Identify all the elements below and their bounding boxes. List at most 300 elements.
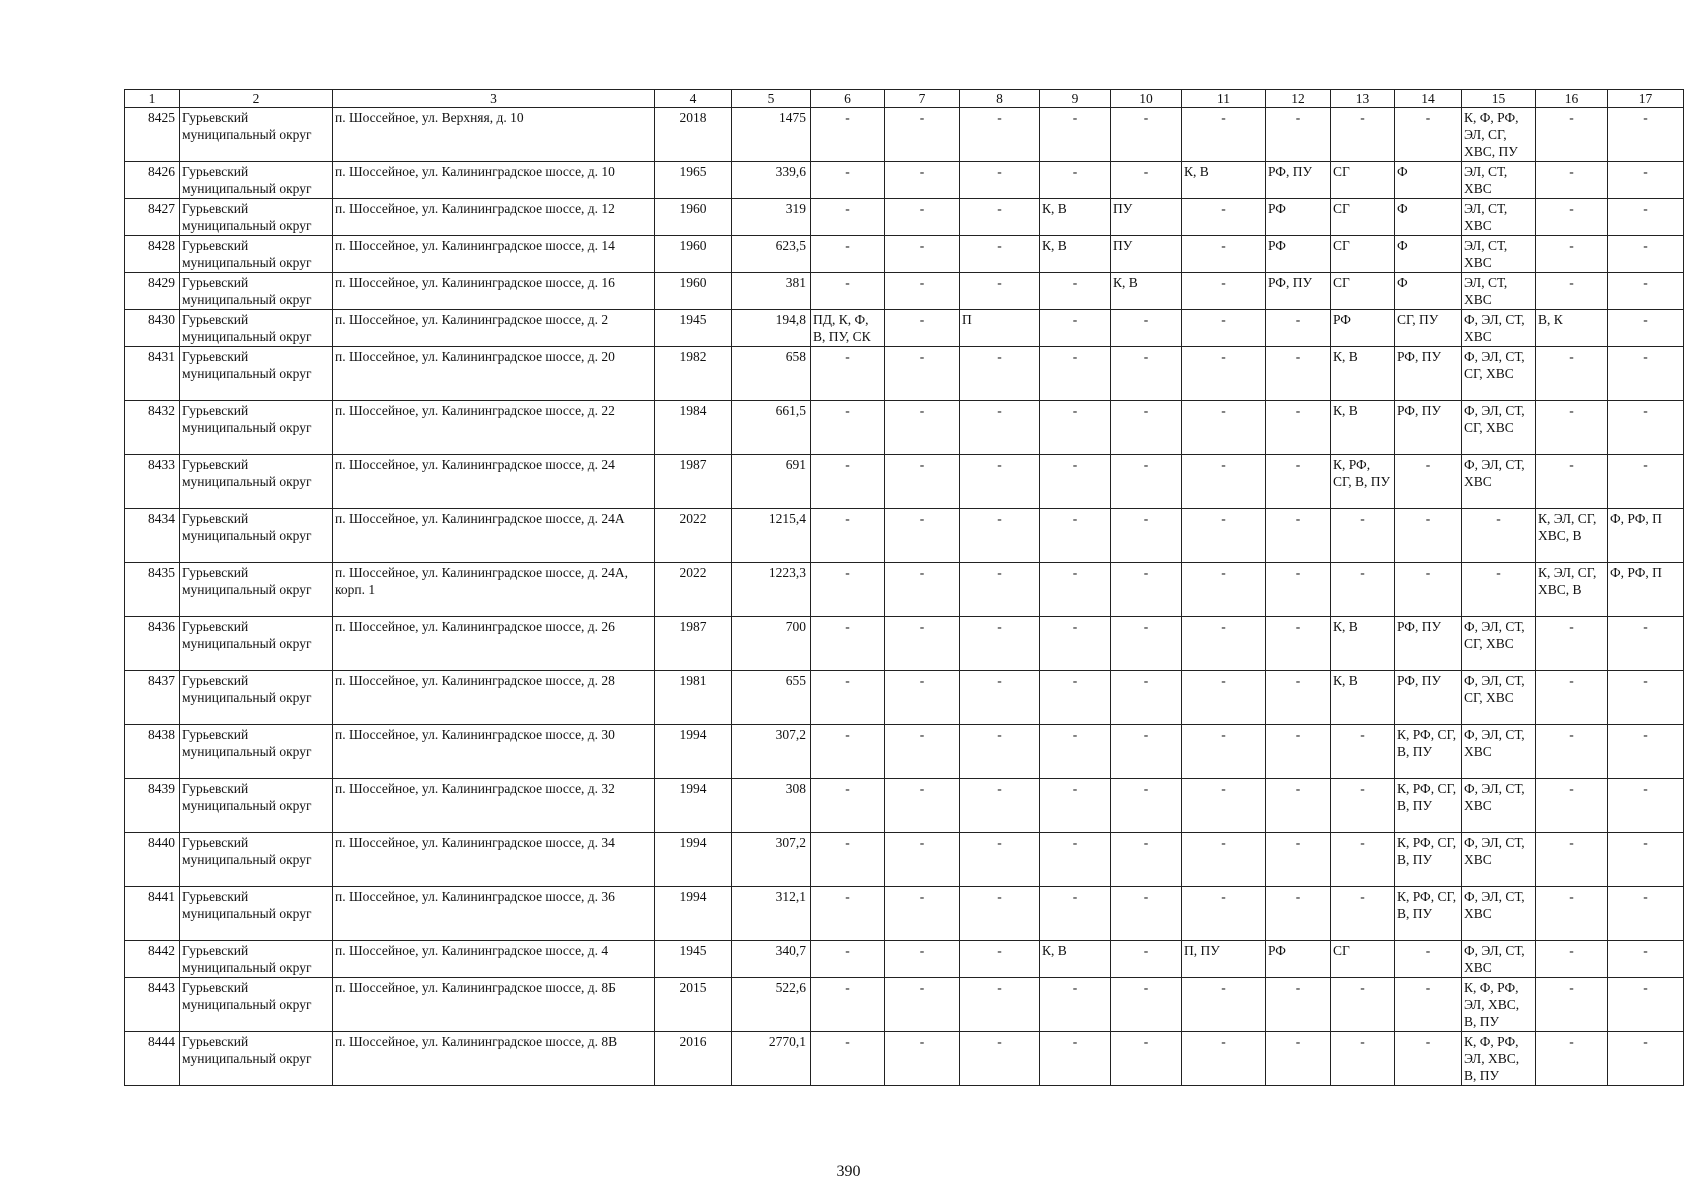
table-cell-col-10: - — [1111, 310, 1182, 347]
table-cell-col-7: - — [885, 273, 960, 310]
table-cell-col-4: 2015 — [655, 978, 732, 1032]
table-cell-col-4: 1994 — [655, 779, 732, 833]
table-cell-col-12: - — [1266, 725, 1331, 779]
table-cell-col-16: - — [1536, 941, 1608, 978]
table-cell-col-8: - — [960, 199, 1040, 236]
table-row — [125, 401, 1684, 455]
table-cell-col-2: Гурьевский муниципальный округ — [180, 941, 333, 978]
table-cell-col-16: - — [1536, 455, 1608, 509]
table-cell-col-5: 194,8 — [732, 310, 811, 347]
table-cell-col-13: - — [1331, 1032, 1395, 1086]
table-cell-col-7: - — [885, 509, 960, 563]
column-header-16: 16 — [1536, 90, 1608, 108]
table-cell-col-8: - — [960, 833, 1040, 887]
table-cell-col-3: п. Шоссейное, ул. Калининградское шоссе, д. 30 — [333, 725, 655, 779]
table-cell-col-5: 1475 — [732, 108, 811, 162]
table-cell-col-4: 1960 — [655, 236, 732, 273]
table-cell-col-10: - — [1111, 779, 1182, 833]
table-cell-col-5: 340,7 — [732, 941, 811, 978]
table-cell-col-17: - — [1608, 273, 1684, 310]
table-cell-col-2: Гурьевский муниципальный округ — [180, 887, 333, 941]
table-row — [125, 108, 1684, 162]
table-cell-col-4: 1960 — [655, 199, 732, 236]
table-cell-col-15: - — [1462, 563, 1536, 617]
table-cell-col-15: Ф, ЭЛ, СТ, ХВС — [1462, 779, 1536, 833]
table-cell-col-5: 522,6 — [732, 978, 811, 1032]
table-cell-col-1: 8425 — [125, 108, 180, 162]
table-cell-col-6: - — [811, 236, 885, 273]
table-cell-col-12: РФ, ПУ — [1266, 162, 1331, 199]
table-cell-col-1: 8443 — [125, 978, 180, 1032]
column-header-15: 15 — [1462, 90, 1536, 108]
table-cell-col-7: - — [885, 455, 960, 509]
table-cell-col-7: - — [885, 887, 960, 941]
table-cell-col-8: - — [960, 779, 1040, 833]
table-cell-col-11: - — [1182, 236, 1266, 273]
table-cell-col-15: К, Ф, РФ, ЭЛ, ХВС, В, ПУ — [1462, 1032, 1536, 1086]
table-cell-col-13: К, В — [1331, 401, 1395, 455]
table-cell-col-1: 8438 — [125, 725, 180, 779]
column-header-5: 5 — [732, 90, 811, 108]
table-row — [125, 978, 1684, 1032]
table-row — [125, 162, 1684, 199]
table-cell-col-5: 2770,1 — [732, 1032, 811, 1086]
table-cell-col-11: - — [1182, 509, 1266, 563]
table-cell-col-12: - — [1266, 310, 1331, 347]
table-cell-col-14: - — [1395, 455, 1462, 509]
table-cell-col-3: п. Шоссейное, ул. Калининградское шоссе, д. 24А, корп. 1 — [333, 563, 655, 617]
table-cell-col-14: - — [1395, 1032, 1462, 1086]
table-cell-col-6: ПД, К, Ф, В, ПУ, СК — [811, 310, 885, 347]
table-cell-col-15: Ф, ЭЛ, СТ, СГ, ХВС — [1462, 401, 1536, 455]
table-cell-col-10: - — [1111, 941, 1182, 978]
table-cell-col-7: - — [885, 563, 960, 617]
table-cell-col-11: - — [1182, 347, 1266, 401]
table-cell-col-10: - — [1111, 725, 1182, 779]
table-row — [125, 725, 1684, 779]
table-cell-col-12: - — [1266, 1032, 1331, 1086]
table-cell-col-1: 8434 — [125, 509, 180, 563]
table-cell-col-15: Ф, ЭЛ, СТ, СГ, ХВС — [1462, 617, 1536, 671]
table-cell-col-14: Ф — [1395, 236, 1462, 273]
table-cell-col-9: - — [1040, 455, 1111, 509]
page-number: 390 — [836, 1163, 861, 1180]
column-header-12: 12 — [1266, 90, 1331, 108]
table-cell-col-15: К, Ф, РФ, ЭЛ, ХВС, В, ПУ — [1462, 978, 1536, 1032]
table-cell-col-9: - — [1040, 833, 1111, 887]
table-cell-col-14: РФ, ПУ — [1395, 401, 1462, 455]
table-cell-col-15: Ф, ЭЛ, СТ, ХВС — [1462, 887, 1536, 941]
table-cell-col-8: - — [960, 162, 1040, 199]
table-row — [125, 1032, 1684, 1086]
table-cell-col-4: 1994 — [655, 725, 732, 779]
table-cell-col-12: - — [1266, 779, 1331, 833]
table-cell-col-8: П — [960, 310, 1040, 347]
table-cell-col-16: - — [1536, 833, 1608, 887]
table-row — [125, 509, 1684, 563]
table-cell-col-3: п. Шоссейное, ул. Калининградское шоссе, д. 14 — [333, 236, 655, 273]
table-cell-col-9: К, В — [1040, 941, 1111, 978]
table-cell-col-17: - — [1608, 617, 1684, 671]
table-cell-col-7: - — [885, 725, 960, 779]
table-cell-col-16: - — [1536, 887, 1608, 941]
table-cell-col-5: 700 — [732, 617, 811, 671]
table-cell-col-6: - — [811, 347, 885, 401]
table-cell-col-15: Ф, ЭЛ, СТ, ХВС — [1462, 310, 1536, 347]
table-body — [125, 108, 1684, 1086]
table-cell-col-3: п. Шоссейное, ул. Калининградское шоссе, д. 34 — [333, 833, 655, 887]
table-cell-col-11: - — [1182, 671, 1266, 725]
table-cell-col-8: - — [960, 617, 1040, 671]
table-cell-col-13: К, В — [1331, 617, 1395, 671]
table-cell-col-10: - — [1111, 1032, 1182, 1086]
table-cell-col-13: СГ — [1331, 162, 1395, 199]
table-cell-col-8: - — [960, 108, 1040, 162]
table-cell-col-12: РФ — [1266, 236, 1331, 273]
table-cell-col-1: 8442 — [125, 941, 180, 978]
table-cell-col-16: - — [1536, 1032, 1608, 1086]
table-cell-col-11: - — [1182, 978, 1266, 1032]
table-row — [125, 455, 1684, 509]
table-cell-col-17: - — [1608, 978, 1684, 1032]
column-header-17: 17 — [1608, 90, 1684, 108]
table-cell-col-13: К, РФ, СГ, В, ПУ — [1331, 455, 1395, 509]
table-cell-col-7: - — [885, 310, 960, 347]
table-cell-col-17: - — [1608, 725, 1684, 779]
table-cell-col-7: - — [885, 617, 960, 671]
table-cell-col-4: 2022 — [655, 563, 732, 617]
table-cell-col-3: п. Шоссейное, ул. Калининградское шоссе, д. 28 — [333, 671, 655, 725]
table-row — [125, 273, 1684, 310]
table-cell-col-11: - — [1182, 833, 1266, 887]
table-cell-col-16: - — [1536, 236, 1608, 273]
table-cell-col-15: Ф, ЭЛ, СТ, СГ, ХВС — [1462, 347, 1536, 401]
column-header-3: 3 — [333, 90, 655, 108]
column-header-2: 2 — [180, 90, 333, 108]
table-cell-col-2: Гурьевский муниципальный округ — [180, 199, 333, 236]
column-header-1: 1 — [125, 90, 180, 108]
table-cell-col-2: Гурьевский муниципальный округ — [180, 779, 333, 833]
table-cell-col-8: - — [960, 455, 1040, 509]
table-cell-col-4: 1965 — [655, 162, 732, 199]
table-cell-col-6: - — [811, 671, 885, 725]
table-cell-col-12: РФ — [1266, 941, 1331, 978]
table-cell-col-4: 1945 — [655, 941, 732, 978]
table-cell-col-5: 658 — [732, 347, 811, 401]
table-cell-col-2: Гурьевский муниципальный округ — [180, 978, 333, 1032]
table-cell-col-1: 8429 — [125, 273, 180, 310]
table-cell-col-2: Гурьевский муниципальный округ — [180, 162, 333, 199]
table-cell-col-2: Гурьевский муниципальный округ — [180, 401, 333, 455]
table-cell-col-11: - — [1182, 779, 1266, 833]
table-cell-col-9: - — [1040, 1032, 1111, 1086]
table-cell-col-2: Гурьевский муниципальный округ — [180, 671, 333, 725]
table-cell-col-11: П, ПУ — [1182, 941, 1266, 978]
table-cell-col-4: 1982 — [655, 347, 732, 401]
table-cell-col-16: - — [1536, 671, 1608, 725]
table-cell-col-1: 8428 — [125, 236, 180, 273]
table-cell-col-5: 655 — [732, 671, 811, 725]
table-cell-col-4: 1945 — [655, 310, 732, 347]
table-cell-col-4: 1987 — [655, 455, 732, 509]
table-row — [125, 310, 1684, 347]
table-cell-col-2: Гурьевский муниципальный округ — [180, 833, 333, 887]
table-cell-col-3: п. Шоссейное, ул. Калининградское шоссе, д. 2 — [333, 310, 655, 347]
table-cell-col-9: - — [1040, 887, 1111, 941]
table-cell-col-8: - — [960, 401, 1040, 455]
table-cell-col-2: Гурьевский муниципальный округ — [180, 108, 333, 162]
table-cell-col-13: - — [1331, 887, 1395, 941]
table-cell-col-1: 8437 — [125, 671, 180, 725]
table-cell-col-5: 339,6 — [732, 162, 811, 199]
table-cell-col-12: - — [1266, 671, 1331, 725]
table-cell-col-5: 661,5 — [732, 401, 811, 455]
table-cell-col-4: 1984 — [655, 401, 732, 455]
table-cell-col-6: - — [811, 1032, 885, 1086]
table-cell-col-2: Гурьевский муниципальный округ — [180, 617, 333, 671]
table-cell-col-3: п. Шоссейное, ул. Калининградское шоссе, д. 10 — [333, 162, 655, 199]
table-cell-col-3: п. Шоссейное, ул. Калининградское шоссе, д. 24А — [333, 509, 655, 563]
table-cell-col-5: 623,5 — [732, 236, 811, 273]
table-cell-col-9: - — [1040, 978, 1111, 1032]
table-cell-col-2: Гурьевский муниципальный округ — [180, 273, 333, 310]
table-row — [125, 617, 1684, 671]
table-cell-col-16: К, ЭЛ, СГ, ХВС, В — [1536, 509, 1608, 563]
table-cell-col-13: К, В — [1331, 671, 1395, 725]
table-cell-col-12: - — [1266, 347, 1331, 401]
table-cell-col-13: К, В — [1331, 347, 1395, 401]
table-cell-col-10: - — [1111, 671, 1182, 725]
column-number-header-row — [125, 90, 1684, 108]
table-cell-col-8: - — [960, 941, 1040, 978]
table-cell-col-17: Ф, РФ, П — [1608, 509, 1684, 563]
table-cell-col-13: - — [1331, 978, 1395, 1032]
table-cell-col-8: - — [960, 725, 1040, 779]
table-cell-col-9: - — [1040, 725, 1111, 779]
table-cell-col-15: Ф, ЭЛ, СТ, ХВС — [1462, 725, 1536, 779]
table-cell-col-4: 1994 — [655, 833, 732, 887]
table-cell-col-17: - — [1608, 779, 1684, 833]
table-cell-col-14: СГ, ПУ — [1395, 310, 1462, 347]
table-cell-col-1: 8432 — [125, 401, 180, 455]
column-header-8: 8 — [960, 90, 1040, 108]
table-cell-col-6: - — [811, 887, 885, 941]
table-cell-col-3: п. Шоссейное, ул. Калининградское шоссе, д. 20 — [333, 347, 655, 401]
table-cell-col-17: - — [1608, 401, 1684, 455]
table-cell-col-17: - — [1608, 108, 1684, 162]
table-cell-col-11: - — [1182, 725, 1266, 779]
table-cell-col-7: - — [885, 401, 960, 455]
table-cell-col-10: - — [1111, 401, 1182, 455]
table-cell-col-9: К, В — [1040, 199, 1111, 236]
table-cell-col-15: Ф, ЭЛ, СТ, ХВС — [1462, 941, 1536, 978]
table-cell-col-7: - — [885, 978, 960, 1032]
column-header-4: 4 — [655, 90, 732, 108]
table-cell-col-1: 8435 — [125, 563, 180, 617]
table-cell-col-6: - — [811, 162, 885, 199]
table-cell-col-7: - — [885, 347, 960, 401]
table-cell-col-8: - — [960, 509, 1040, 563]
table-cell-col-13: СГ — [1331, 273, 1395, 310]
table-cell-col-9: - — [1040, 273, 1111, 310]
table-cell-col-15: Ф, ЭЛ, СТ, ХВС — [1462, 833, 1536, 887]
table-cell-col-13: СГ — [1331, 941, 1395, 978]
table-cell-col-13: РФ — [1331, 310, 1395, 347]
table-row — [125, 236, 1684, 273]
table-cell-col-6: - — [811, 833, 885, 887]
table-cell-col-14: РФ, ПУ — [1395, 617, 1462, 671]
table-cell-col-8: - — [960, 671, 1040, 725]
table-cell-col-9: - — [1040, 401, 1111, 455]
table-cell-col-12: РФ, ПУ — [1266, 273, 1331, 310]
table-cell-col-10: - — [1111, 162, 1182, 199]
table-cell-col-10: К, В — [1111, 273, 1182, 310]
table-cell-col-4: 1994 — [655, 887, 732, 941]
table-cell-col-3: п. Шоссейное, ул. Калининградское шоссе, д. 8В — [333, 1032, 655, 1086]
table-cell-col-8: - — [960, 978, 1040, 1032]
table-cell-col-16: - — [1536, 401, 1608, 455]
table-cell-col-7: - — [885, 236, 960, 273]
column-header-11: 11 — [1182, 90, 1266, 108]
table-cell-col-3: п. Шоссейное, ул. Калининградское шоссе, д. 8Б — [333, 978, 655, 1032]
table-cell-col-5: 312,1 — [732, 887, 811, 941]
table-cell-col-14: РФ, ПУ — [1395, 347, 1462, 401]
table-cell-col-10: - — [1111, 509, 1182, 563]
table-cell-col-16: К, ЭЛ, СГ, ХВС, В — [1536, 563, 1608, 617]
table-cell-col-17: - — [1608, 347, 1684, 401]
table-row — [125, 887, 1684, 941]
table-cell-col-10: - — [1111, 347, 1182, 401]
table-cell-col-7: - — [885, 199, 960, 236]
table-cell-col-9: - — [1040, 671, 1111, 725]
table-cell-col-14: К, РФ, СГ, В, ПУ — [1395, 833, 1462, 887]
table-cell-col-17: - — [1608, 941, 1684, 978]
table-cell-col-1: 8431 — [125, 347, 180, 401]
column-header-7: 7 — [885, 90, 960, 108]
table-cell-col-10: - — [1111, 455, 1182, 509]
table-row — [125, 199, 1684, 236]
table-cell-col-3: п. Шоссейное, ул. Калининградское шоссе, д. 26 — [333, 617, 655, 671]
table-cell-col-15: - — [1462, 509, 1536, 563]
table-cell-col-12: - — [1266, 455, 1331, 509]
table-cell-col-15: Ф, ЭЛ, СТ, ХВС — [1462, 455, 1536, 509]
table-cell-col-17: - — [1608, 887, 1684, 941]
table-cell-col-4: 2018 — [655, 108, 732, 162]
table-cell-col-10: ПУ — [1111, 199, 1182, 236]
table-cell-col-12: - — [1266, 978, 1331, 1032]
table-cell-col-15: ЭЛ, СТ, ХВС — [1462, 273, 1536, 310]
table-cell-col-2: Гурьевский муниципальный округ — [180, 1032, 333, 1086]
table-cell-col-13: - — [1331, 779, 1395, 833]
table-cell-col-5: 308 — [732, 779, 811, 833]
table-cell-col-13: - — [1331, 108, 1395, 162]
table-cell-col-3: п. Шоссейное, ул. Верхняя, д. 10 — [333, 108, 655, 162]
table-cell-col-11: - — [1182, 310, 1266, 347]
table-cell-col-11: - — [1182, 108, 1266, 162]
table-cell-col-10: - — [1111, 617, 1182, 671]
table-cell-col-6: - — [811, 108, 885, 162]
table-cell-col-1: 8444 — [125, 1032, 180, 1086]
table-cell-col-17: Ф, РФ, П — [1608, 563, 1684, 617]
table-cell-col-3: п. Шоссейное, ул. Калининградское шоссе, д. 22 — [333, 401, 655, 455]
table-cell-col-16: - — [1536, 617, 1608, 671]
table-cell-col-17: - — [1608, 1032, 1684, 1086]
table-cell-col-3: п. Шоссейное, ул. Калининградское шоссе, д. 16 — [333, 273, 655, 310]
table-cell-col-7: - — [885, 833, 960, 887]
register-table-container — [124, 89, 1683, 1086]
table-row — [125, 671, 1684, 725]
table-cell-col-6: - — [811, 455, 885, 509]
table-cell-col-14: - — [1395, 563, 1462, 617]
table-cell-col-11: - — [1182, 1032, 1266, 1086]
column-header-9: 9 — [1040, 90, 1111, 108]
table-cell-col-11: - — [1182, 401, 1266, 455]
table-cell-col-8: - — [960, 887, 1040, 941]
table-cell-col-3: п. Шоссейное, ул. Калининградское шоссе, д. 4 — [333, 941, 655, 978]
table-cell-col-15: ЭЛ, СТ, ХВС — [1462, 162, 1536, 199]
table-cell-col-14: - — [1395, 509, 1462, 563]
table-cell-col-5: 307,2 — [732, 833, 811, 887]
table-cell-col-8: - — [960, 347, 1040, 401]
table-cell-col-17: - — [1608, 455, 1684, 509]
table-cell-col-5: 1215,4 — [732, 509, 811, 563]
table-cell-col-11: - — [1182, 199, 1266, 236]
table-cell-col-17: - — [1608, 162, 1684, 199]
table-row — [125, 563, 1684, 617]
table-cell-col-5: 381 — [732, 273, 811, 310]
table-cell-col-16: - — [1536, 108, 1608, 162]
table-cell-col-11: - — [1182, 455, 1266, 509]
table-cell-col-5: 691 — [732, 455, 811, 509]
table-cell-col-4: 2022 — [655, 509, 732, 563]
table-cell-col-16: - — [1536, 725, 1608, 779]
table-cell-col-17: - — [1608, 833, 1684, 887]
table-cell-col-2: Гурьевский муниципальный округ — [180, 725, 333, 779]
table-cell-col-5: 307,2 — [732, 725, 811, 779]
table-cell-col-16: - — [1536, 347, 1608, 401]
table-cell-col-12: - — [1266, 509, 1331, 563]
table-cell-col-6: - — [811, 725, 885, 779]
table-cell-col-13: - — [1331, 509, 1395, 563]
table-cell-col-10: - — [1111, 563, 1182, 617]
table-cell-col-8: - — [960, 1032, 1040, 1086]
table-cell-col-7: - — [885, 671, 960, 725]
column-header-6: 6 — [811, 90, 885, 108]
table-cell-col-12: - — [1266, 887, 1331, 941]
table-cell-col-16: - — [1536, 273, 1608, 310]
table-cell-col-6: - — [811, 563, 885, 617]
table-cell-col-15: Ф, ЭЛ, СТ, СГ, ХВС — [1462, 671, 1536, 725]
table-cell-col-9: - — [1040, 347, 1111, 401]
table-cell-col-13: СГ — [1331, 236, 1395, 273]
table-cell-col-9: - — [1040, 509, 1111, 563]
table-cell-col-2: Гурьевский муниципальный округ — [180, 455, 333, 509]
table-cell-col-6: - — [811, 779, 885, 833]
table-cell-col-16: - — [1536, 162, 1608, 199]
table-cell-col-9: К, В — [1040, 236, 1111, 273]
table-row — [125, 347, 1684, 401]
table-cell-col-6: - — [811, 401, 885, 455]
table-cell-col-1: 8441 — [125, 887, 180, 941]
table-cell-col-12: - — [1266, 617, 1331, 671]
table-cell-col-12: - — [1266, 401, 1331, 455]
table-cell-col-8: - — [960, 563, 1040, 617]
table-cell-col-10: - — [1111, 887, 1182, 941]
table-cell-col-7: - — [885, 941, 960, 978]
table-cell-col-11: К, В — [1182, 162, 1266, 199]
table-cell-col-16: - — [1536, 779, 1608, 833]
table-cell-col-2: Гурьевский муниципальный округ — [180, 509, 333, 563]
